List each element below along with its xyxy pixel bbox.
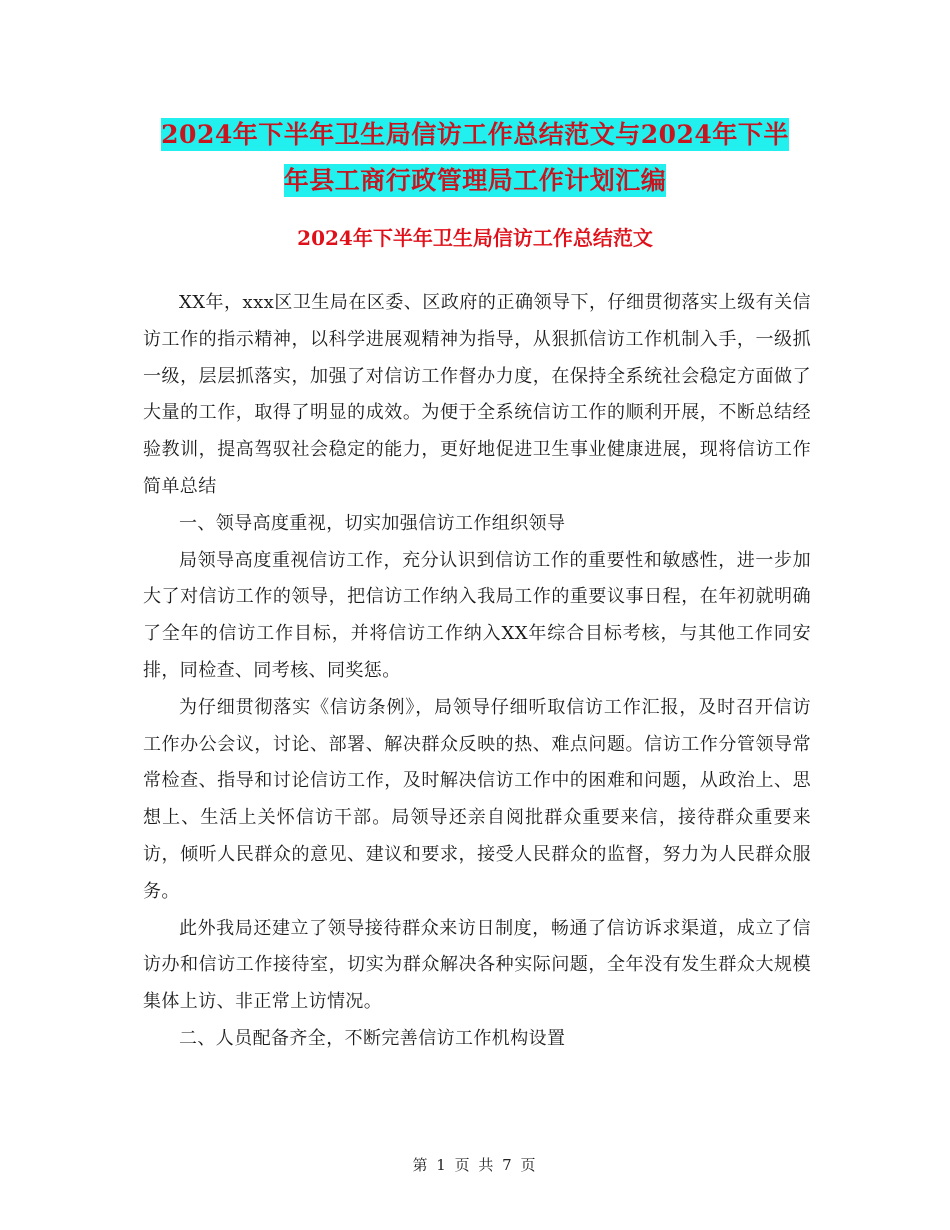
paragraph: 局领导高度重视信访工作，充分认识到信访工作的重要性和敏感性，进一步加大了对信访工作的领导，把信访工作纳入我局工作的重要议事日程，在年初就明确了全年的信访工作目标，并将信访工作纳入XX年综合目标考核，与其他工作同安排，同检查、同考核、同奖惩。: [143, 549, 811, 681]
page-number-footer: 第 1 页 共 7 页: [412, 1156, 538, 1174]
paragraph: XX年，xxx区卫生局在区委、区政府的正确领导下，仔细贯彻落实上级有关信访工作的指示精神，以科学进展观精神为指导，从狠抓信访工作机制入手，一级抓一级，层层抓落实，加强了对信访工作督办力度，在保持全系统社会稳定方面做了大量的工作，取得了明显的成效。为便于全系统信访工作的顺利开展，不断总结经验教训，提高驾驭社会稳定的能力，更好地促进卫生事业健康进展，现将信访工作简单总结: [143, 292, 811, 497]
section-title: 2024年下半年卫生局信访工作总结范文: [297, 226, 653, 250]
section-heading: 二、人员配备齐全，不断完善信访工作机构设置: [179, 1027, 566, 1049]
document-title-line-1: 2024年下半年卫生局信访工作总结范文与2024年下半: [161, 120, 789, 149]
document-title: [140, 112, 810, 204]
paragraph: 此外我局还建立了领导接待群众来访日制度，畅通了信访诉求渠道，成立了信访办和信访工作接待室，切实为群众解决各种实际问题，全年没有发生群众大规模集体上访、非正常上访情况。: [143, 917, 811, 1013]
document-body: [143, 285, 811, 1058]
document-title-line-2: 年县工商行政管理局工作计划汇编: [283, 166, 667, 195]
paragraph: 为仔细贯彻落实《信访条例》，局领导仔细听取信访工作汇报，及时召开信访工作办公会议，讨论、部署、解决群众反映的热、难点问题。信访工作分管领导常常检查、指导和讨论信访工作，及时解决信访工作中的困难和问题，从政治上、思想上、生活上关怀信访干部。局领导还亲自阅批群众重要来信，接待群众重要来访，倾听人民群众的意见、建议和要求，接受人民群众的监督，努力为人民群众服务。: [143, 696, 811, 902]
section-heading: 一、领导高度重视，切实加强信访工作组织领导: [179, 512, 566, 534]
